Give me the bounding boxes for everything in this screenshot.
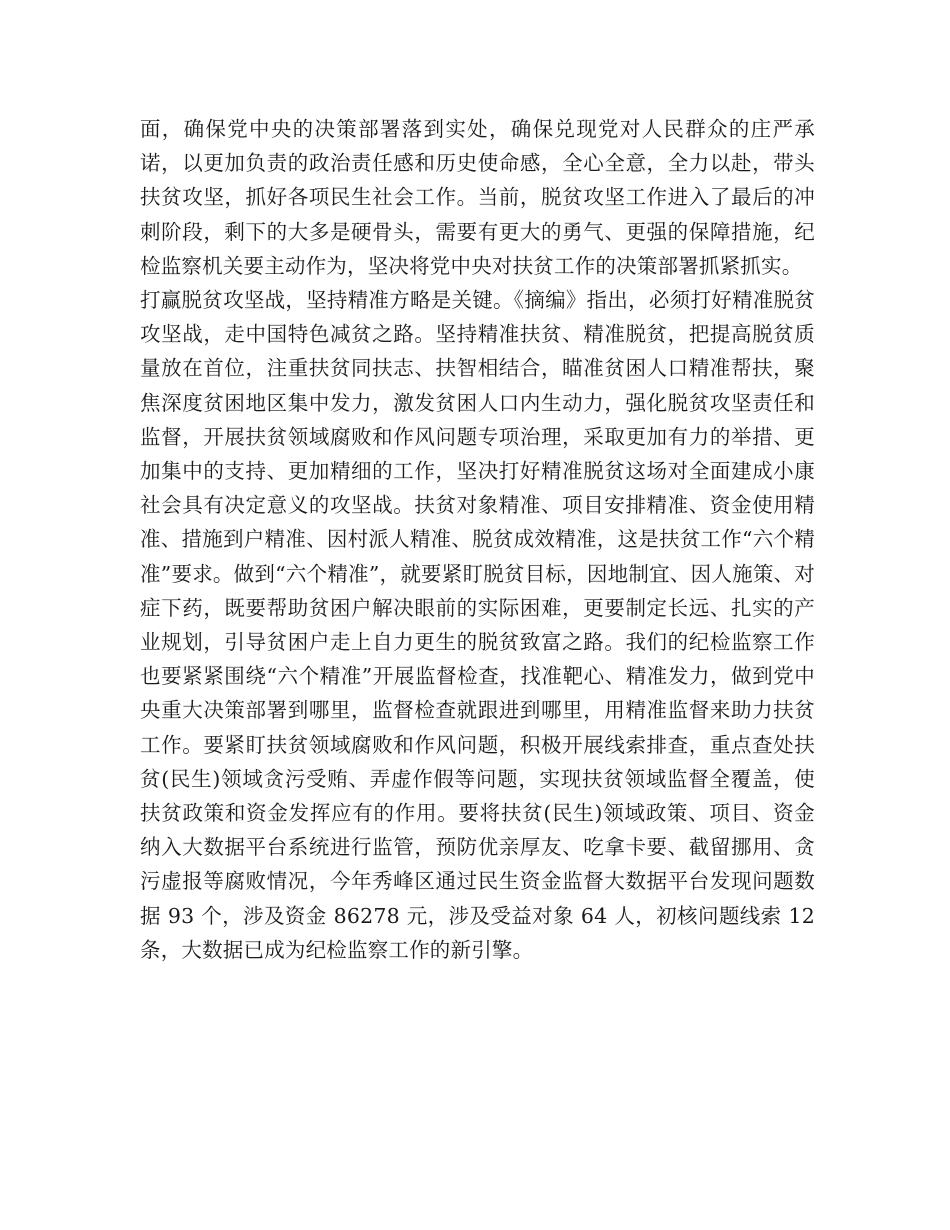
- paragraph-1: 面，确保党中央的决策部署落到实处，确保兑现党对人民群众的庄严承诺，以更加负责的政治责任感和历史使命感，全心全意，全力以赴，带头扶贫攻坚，抓好各项民生社会工作。当前，脱贫攻坚工作进入了最后的冲刺阶段，剩下的大多是硬骨头，需要有更大的勇气、更强的保障措施，纪检监察机关要主动作为，坚决将党中央对扶贫工作的决策部署抓紧抓实。: [140, 117, 815, 278]
- document-body: [140, 112, 815, 967]
- paragraph-2: 打赢脱贫攻坚战，坚持精准方略是关键。《摘编》指出，必须打好精准脱贫攻坚战，走中国特色减贫之路。坚持精准扶贫、精准脱贫，把提高脱贫质量放在首位，注重扶贫同扶志、扶智相结合，瞄准贫困人口精准帮扶，聚焦深度贫困地区集中发力，激发贫困人口内生动力，强化脱贫攻坚责任和监督，开展扶贫领域腐败和作风问题专项治理，采取更加有力的举措、更加集中的支持、更加精细的工作，坚决打好精准脱贫这场对全面建成小康社会具有决定意义的攻坚战。扶贫对象精准、项目安排精准、资金使用精准、措施到户精准、因村派人精准、脱贫成效精准，这是扶贫工作“六个精准”要求。做到“六个精准”，就要紧盯脱贫目标，因地制宜、因人施策、对症下药，既要帮助贫困户解决眼前的实际困难，更要制定长远、扎实的产业规划，引导贫困户走上自力更生的脱贫致富之路。我们的纪检监察工作也要紧紧围绕“六个精准”开展监督检查，找准靶心、精准发力，做到党中央重大决策部署到哪里，监督检查就跟进到哪里，用精准监督来助力扶贫工作。要紧盯扶贫领域腐败和作风问题，积极开展线索排查，重点查处扶贫(民生)领域贪污受贿、弄虚作假等问题，实现扶贫领域监督全覆盖，使扶贫政策和资金发挥应有的作用。要将扶贫(民生)领域政策、项目、资金纳入大数据平台系统进行监管，预防优亲厚友、吃拿卡要、截留挪用、贪污虚报等腐败情况，今年秀峰区通过民生资金监督大数据平台发现问题数据 93 个，涉及资金 86278 元，涉及受益对象 64 人，初核问题线索 12 条，大数据已成为纪检监察工作的新引擎。: [140, 288, 815, 962]
